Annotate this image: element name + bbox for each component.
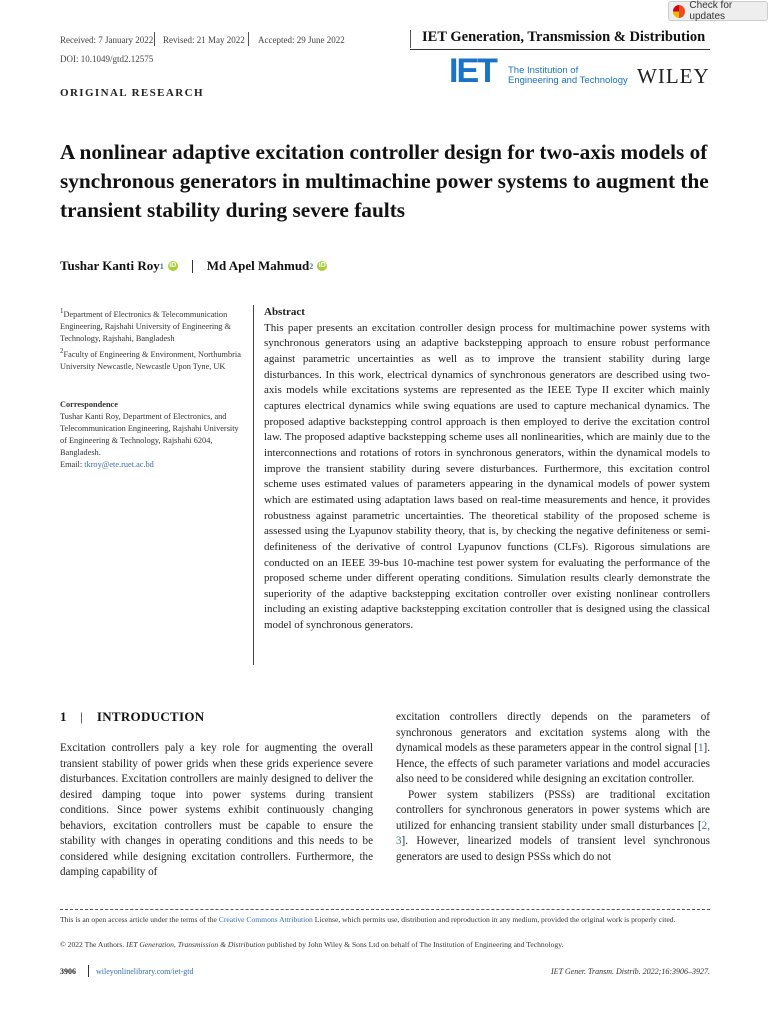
wiley-logo: WILEY (637, 64, 710, 88)
header-separator (248, 32, 249, 46)
section-heading: 1 | INTRODUCTION (60, 709, 205, 724)
orcid-icon[interactable]: iD (169, 262, 177, 269)
author-separator (192, 260, 193, 273)
journal-url[interactable]: wileyonlinelibrary.com/iet-gtd (96, 967, 194, 976)
citation: IET Gener. Transm. Distrib. 2022;16:3906–3927. (551, 967, 710, 976)
author-name[interactable]: Md Apel Mahmud (206, 258, 310, 273)
affiliation-text: Faculty of Engineering & Environment, Northumbria University Newcastle, Newcastle Upon Tyne, UK (60, 349, 241, 371)
footer-separator (88, 965, 89, 977)
iet-institution-line2: Engineering and Technology (508, 75, 628, 86)
email-link[interactable]: tkroy@ete.ruet.ac.bd (84, 460, 154, 469)
text-span: ]. However, linearized models of transient level synchronous generators are used to design PSSs which do not (396, 835, 710, 863)
received-date: Received: 7 January 2022 (60, 35, 154, 45)
abstract-heading: Abstract (264, 306, 305, 318)
accepted-date: Accepted: 29 June 2022 (258, 35, 345, 45)
citation-link[interactable]: 1 (697, 742, 704, 755)
text-span: Power system stabilizers (PSSs) are traditional excitation controllers for synchronous generators in power systems which are utilized for enhancing transient stability under small disturbances [ (396, 788, 710, 832)
text-span: ]. Hence, the effects of such parameter variations and model accuracies also need to be considered while designing an excitation controller. (396, 742, 710, 786)
correspondence-text: Tushar Kanti Roy, Department of Electronics, and Telecommunication Engineering, Rajshahi University of Engineering & Technology, Rajshahi 6204, Bangladesh. (60, 412, 239, 457)
intro-paragraph (396, 710, 710, 788)
affiliation-sup: 2 (60, 348, 64, 355)
abstract-text: This paper presents an excitation controller design process for multimachine power systems with synchronous generators using an adaptive backstepping approach to ensure robust performance against parametric uncertainties as well as to improve the transient stability during large disturbances. In this work, electrical dynamics of synchronous generators are described using two-axis models while excitations systems are represented as the IEEE Type II exciter which mainly captures electrical dynamics while swing equations are used to capture mechanical dynamics. The proposed adaptive backstepping control approach is then employed to derive the excitation control law. The proposed adaptive backstepping scheme uses all nonlinearities, which are mainly due to the interconnections and rotations of rotors in synchronous generators, within the dynamical models to improve the transient stability during severe disturbances. Furthermore, this excitation control scheme uses estimated values of parameters appearing in the dynamical models of power system which are estimated using adaptation laws based on real-time measurements and hence, it provides robustness against parametric uncertainties. The theoretical stability of the proposed scheme is assessed using the Lyapunov stability theory, that is, by checking the negative definiteness or semi-definiteness of the derivative of control Lyapunov functions (CLFs). Rigorous simulations are conducted on an IEEE 39-bus 10-machine test power system for evaluating the performance of the proposed scheme under different operating conditions. Simulation results clearly demonstrate the superiority of the adaptive backstepping excitation controller over existing nonlinear controllers including an existing adaptive backstepping excitation controller that is designed using the classical model of synchronous generators. (264, 321, 710, 632)
author-name[interactable]: Tushar Kanti Roy (60, 258, 160, 273)
affiliation-2 (60, 346, 245, 373)
revised-date: Revised: 21 May 2022 (163, 35, 245, 45)
page-number: 3906 (60, 967, 76, 976)
crossmark-icon (673, 5, 685, 18)
journal-name: IET Generation, Transmission & Distribution (422, 29, 706, 45)
header-separator (410, 30, 411, 48)
correspondence (60, 399, 245, 471)
abstract (264, 305, 710, 634)
section-number: 1 (60, 709, 67, 724)
intro-right-column (396, 710, 710, 865)
copyright-note (60, 939, 715, 950)
iet-institution-text (508, 66, 628, 86)
journal-italic: IET Generation, Transmission & Distribution (126, 940, 266, 949)
abstract-divider (253, 305, 254, 665)
affiliation-1 (60, 306, 245, 345)
text-span: License, which permits use, distribution and reproduction in any medium, provided the original work is properly cited. (312, 915, 676, 924)
license-note (60, 914, 715, 925)
author-list (60, 258, 327, 274)
check-for-updates-button[interactable] (668, 1, 768, 21)
correspondence-heading: Correspondence (60, 400, 118, 409)
orcid-icon[interactable]: iD (318, 262, 326, 269)
iet-institution-line1: The Institution of (508, 65, 579, 76)
intro-left-column (60, 741, 373, 881)
affiliation-sup: 1 (60, 308, 64, 315)
text-span: © 2022 The Authors. (60, 940, 127, 949)
journal-rule (410, 49, 710, 50)
author-sup: 1 (159, 261, 164, 271)
check-for-updates-label: Check for updates (689, 0, 733, 22)
section-title: INTRODUCTION (96, 709, 205, 724)
article-title: A nonlinear adaptive excitation controller design for two-axis models of synchronous generators in multimachine power systems to augment the transient stability during severe faults (60, 140, 709, 222)
citation-link[interactable]: 2, 3 (396, 819, 710, 848)
affiliation-text: Department of Electronics & Telecommunication Engineering, Rajshahi University of Engineering & Technology, Rajshahi, Bangladesh (60, 309, 231, 343)
text-span: excitation controllers directly depends on the parameters of synchronous generators and excitation systems along with the dynamical models as these parameters appear in the control signal [ (396, 711, 710, 755)
article-section: ORIGINAL RESEARCH (60, 87, 204, 99)
text-span: This is an open access article under the terms of the (60, 915, 219, 924)
intro-paragraph: Excitation controllers paly a key role for augmenting the overall transient stability of power grids when these grids experience severe disturbances. Excitation controllers are mainly designed to deliver the desired damping toque into power systems during transient conditions. Since power systems exhibit continuously changing behaviors, excitation controllers must be capable to ensure the stability with changes in operating conditions and this needs to be considered while designing excitation controllers. Furthermore, the damping capability of (60, 742, 373, 879)
iet-logo: IET (449, 52, 496, 90)
author-sup: 2 (309, 261, 314, 271)
footer-divider (60, 909, 710, 910)
correspondence-email-line (60, 459, 245, 471)
intro-paragraph (396, 788, 710, 866)
text-span: published by John Wiley & Sons Ltd on behalf of The Institution of Engineering and Technology. (265, 940, 564, 949)
license-link[interactable]: Creative Commons Attribution (218, 915, 313, 924)
header-separator (154, 32, 155, 46)
doi: DOI: 10.1049/gtd2.12575 (60, 54, 154, 64)
email-label: Email: (60, 460, 85, 469)
